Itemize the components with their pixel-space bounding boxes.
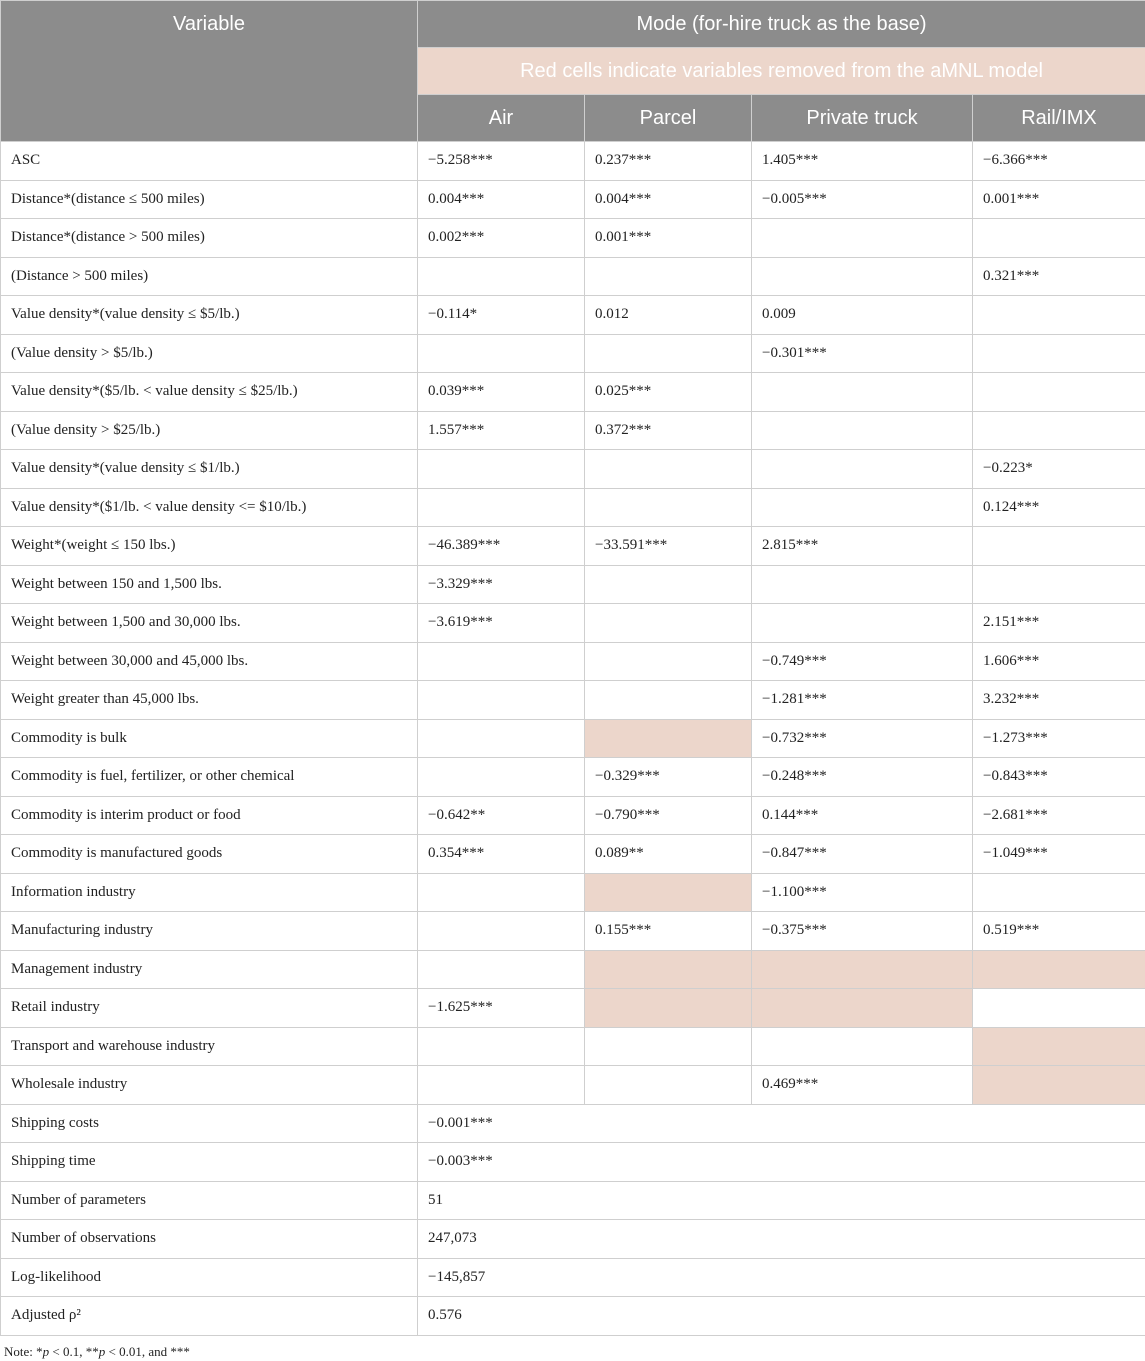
coefficient-cell	[752, 219, 973, 258]
header-variable: Variable	[1, 1, 418, 142]
coefficient-cell: 0.372***	[585, 411, 752, 450]
table-row	[1, 296, 1145, 335]
summary-label: Adjusted ρ²	[1, 1297, 418, 1336]
coefficient-cell	[973, 873, 1145, 912]
coefficient-cell	[585, 989, 752, 1028]
table-row	[1, 950, 1145, 989]
variable-label: Transport and warehouse industry	[1, 1027, 418, 1066]
coefficient-cell: −0.248***	[752, 758, 973, 797]
coefficient-cell: 3.232***	[973, 681, 1145, 720]
coefficient-cell	[585, 565, 752, 604]
coefficient-cell: −0.223*	[973, 450, 1145, 489]
coefficient-cell: −0.749***	[752, 642, 973, 681]
coefficient-cell: −0.790***	[585, 796, 752, 835]
coefficient-cell	[418, 257, 585, 296]
coefficient-cell: −33.591***	[585, 527, 752, 566]
variable-label: Distance*(distance ≤ 500 miles)	[1, 180, 418, 219]
coefficient-cell	[418, 334, 585, 373]
coefficient-cell: −0.732***	[752, 719, 973, 758]
coefficient-cell: −6.366***	[973, 142, 1145, 181]
coefficient-cell	[418, 450, 585, 489]
coefficient-cell	[973, 565, 1145, 604]
table-row	[1, 719, 1145, 758]
coefficient-cell: −0.843***	[973, 758, 1145, 797]
coefficient-cell	[973, 527, 1145, 566]
summary-row	[1, 1297, 1145, 1336]
coefficient-cell: −1.273***	[973, 719, 1145, 758]
coefficient-cell: 0.354***	[418, 835, 585, 874]
coefficient-cell	[418, 1066, 585, 1105]
coefficient-cell	[585, 604, 752, 643]
table-row	[1, 411, 1145, 450]
coefficient-cell	[585, 642, 752, 681]
table-row	[1, 758, 1145, 797]
coefficient-cell	[973, 1066, 1145, 1105]
table-row	[1, 142, 1145, 181]
table-row	[1, 1027, 1145, 1066]
column-header-air: Air	[418, 95, 585, 142]
coefficient-cell	[418, 1027, 585, 1066]
table-row	[1, 180, 1145, 219]
variable-label: Commodity is fuel, fertilizer, or other chemical	[1, 758, 418, 797]
summary-value: −0.003***	[418, 1143, 1145, 1182]
coefficient-cell: 1.606***	[973, 642, 1145, 681]
summary-value: −0.001***	[418, 1104, 1145, 1143]
coefficient-cell	[418, 719, 585, 758]
variable-label: Commodity is interim product or food	[1, 796, 418, 835]
coefficient-cell	[752, 411, 973, 450]
coefficient-cell: 0.155***	[585, 912, 752, 951]
coefficient-cell	[973, 989, 1145, 1028]
coefficient-cell	[752, 950, 973, 989]
summary-value: 51	[418, 1181, 1145, 1220]
coefficient-cell	[418, 912, 585, 951]
coefficient-cell	[418, 681, 585, 720]
variable-label: Value density*($1/lb. < value density <= $10/lb.)	[1, 488, 418, 527]
summary-row	[1, 1258, 1145, 1297]
summary-value: 0.576	[418, 1297, 1145, 1336]
coefficient-cell	[418, 488, 585, 527]
table-row	[1, 912, 1145, 951]
variable-label: (Distance > 500 miles)	[1, 257, 418, 296]
footnote: Note: *p < 0.1, **p < 0.01, and ***	[4, 1344, 190, 1359]
summary-value: −145,857	[418, 1258, 1145, 1297]
coefficient-cell	[973, 1027, 1145, 1066]
coefficient-cell	[752, 257, 973, 296]
coefficient-cell	[973, 334, 1145, 373]
table-row	[1, 873, 1145, 912]
coefficient-cell	[585, 257, 752, 296]
variable-label: Weight between 1,500 and 30,000 lbs.	[1, 604, 418, 643]
coefficient-cell	[418, 758, 585, 797]
coefficient-cell: 1.557***	[418, 411, 585, 450]
coefficient-cell: 0.004***	[585, 180, 752, 219]
variable-label: Weight between 150 and 1,500 lbs.	[1, 565, 418, 604]
variable-label: Value density*($5/lb. < value density ≤ $25/lb.)	[1, 373, 418, 412]
coefficient-cell	[585, 873, 752, 912]
coefficient-cell: −1.281***	[752, 681, 973, 720]
coefficient-cell: −0.642**	[418, 796, 585, 835]
coefficient-cell	[973, 296, 1145, 335]
coefficient-cell: −0.847***	[752, 835, 973, 874]
coefficient-cell	[585, 681, 752, 720]
coefficient-cell: 0.001***	[973, 180, 1145, 219]
coefficient-cell: 0.124***	[973, 488, 1145, 527]
coefficient-cell: 0.321***	[973, 257, 1145, 296]
coefficient-cell: 2.151***	[973, 604, 1145, 643]
coefficient-cell	[585, 1027, 752, 1066]
coefficient-cell: 0.004***	[418, 180, 585, 219]
coefficient-cell: −0.375***	[752, 912, 973, 951]
coefficient-cell: 2.815***	[752, 527, 973, 566]
summary-label: Number of observations	[1, 1220, 418, 1259]
summary-row	[1, 1104, 1145, 1143]
summary-row	[1, 1143, 1145, 1182]
coefficient-cell: 0.469***	[752, 1066, 973, 1105]
header-legend: Red cells indicate variables removed from the aMNL model	[418, 48, 1145, 95]
coefficient-cell: −3.619***	[418, 604, 585, 643]
variable-label: Value density*(value density ≤ $5/lb.)	[1, 296, 418, 335]
coefficient-cell: −3.329***	[418, 565, 585, 604]
coefficient-cell: −0.114*	[418, 296, 585, 335]
header-mode: Mode (for-hire truck as the base)	[418, 1, 1145, 48]
coefficient-cell: 0.001***	[585, 219, 752, 258]
variable-label: Distance*(distance > 500 miles)	[1, 219, 418, 258]
summary-label: Shipping time	[1, 1143, 418, 1182]
coefficient-cell	[973, 373, 1145, 412]
coefficient-cell: 0.089**	[585, 835, 752, 874]
table-row	[1, 219, 1145, 258]
coefficient-cell	[752, 604, 973, 643]
coefficient-cell	[585, 450, 752, 489]
coefficient-cell: −5.258***	[418, 142, 585, 181]
coefficient-cell: 0.025***	[585, 373, 752, 412]
coefficient-cell	[973, 219, 1145, 258]
variable-label: Wholesale industry	[1, 1066, 418, 1105]
table-row	[1, 835, 1145, 874]
coefficient-cell	[752, 1027, 973, 1066]
coefficient-cell	[585, 488, 752, 527]
coefficient-cell	[752, 989, 973, 1028]
column-header-parcel: Parcel	[585, 95, 752, 142]
table-row	[1, 565, 1145, 604]
coefficient-cell: −1.625***	[418, 989, 585, 1028]
summary-label: Number of parameters	[1, 1181, 418, 1220]
table-row	[1, 989, 1145, 1028]
coefficient-cell	[418, 642, 585, 681]
column-header-private-truck: Private truck	[752, 95, 973, 142]
table-body	[1, 142, 1145, 1336]
coefficient-cell: 0.519***	[973, 912, 1145, 951]
coefficient-cell	[752, 450, 973, 489]
variable-label: Weight*(weight ≤ 150 lbs.)	[1, 527, 418, 566]
coefficient-cell	[585, 950, 752, 989]
table-row	[1, 1066, 1145, 1105]
coefficient-cell	[973, 950, 1145, 989]
coefficient-cell	[585, 719, 752, 758]
coefficient-cell: 1.405***	[752, 142, 973, 181]
variable-label: Manufacturing industry	[1, 912, 418, 951]
variable-label: Commodity is manufactured goods	[1, 835, 418, 874]
coefficient-cell	[418, 873, 585, 912]
coefficient-cell: −1.049***	[973, 835, 1145, 874]
coefficient-cell	[973, 411, 1145, 450]
coefficient-cell	[585, 334, 752, 373]
table-row	[1, 334, 1145, 373]
summary-row	[1, 1181, 1145, 1220]
coefficient-cell	[418, 950, 585, 989]
coefficient-cell: 0.009	[752, 296, 973, 335]
variable-label: Retail industry	[1, 989, 418, 1028]
coefficient-cell	[752, 565, 973, 604]
coefficient-cell: −46.389***	[418, 527, 585, 566]
summary-value: 247,073	[418, 1220, 1145, 1259]
coefficient-cell: −0.329***	[585, 758, 752, 797]
summary-label: Shipping costs	[1, 1104, 418, 1143]
table-row	[1, 642, 1145, 681]
summary-label: Log-likelihood	[1, 1258, 418, 1297]
variable-label: Value density*(value density ≤ $1/lb.)	[1, 450, 418, 489]
summary-row	[1, 1220, 1145, 1259]
table-row	[1, 796, 1145, 835]
coefficient-cell: 0.039***	[418, 373, 585, 412]
coefficient-cell: 0.012	[585, 296, 752, 335]
coefficient-cell: 0.144***	[752, 796, 973, 835]
column-header-rail-imx: Rail/IMX	[973, 95, 1145, 142]
variable-label: Commodity is bulk	[1, 719, 418, 758]
table-row	[1, 604, 1145, 643]
table-row	[1, 488, 1145, 527]
coefficient-cell	[752, 373, 973, 412]
table-row	[1, 527, 1145, 566]
variable-label: Information industry	[1, 873, 418, 912]
variable-label: Weight greater than 45,000 lbs.	[1, 681, 418, 720]
coefficient-cell	[585, 1066, 752, 1105]
coefficient-cell	[752, 488, 973, 527]
coefficient-cell: 0.002***	[418, 219, 585, 258]
table-header	[1, 1, 1145, 142]
coefficient-cell: −1.100***	[752, 873, 973, 912]
coefficient-cell: −0.005***	[752, 180, 973, 219]
variable-label: ASC	[1, 142, 418, 181]
table-row	[1, 257, 1145, 296]
coefficient-cell: −2.681***	[973, 796, 1145, 835]
table-row	[1, 450, 1145, 489]
variable-label: Weight between 30,000 and 45,000 lbs.	[1, 642, 418, 681]
variable-label: (Value density > $5/lb.)	[1, 334, 418, 373]
table-row	[1, 681, 1145, 720]
coefficient-cell: −0.301***	[752, 334, 973, 373]
variable-label: Management industry	[1, 950, 418, 989]
table-row	[1, 373, 1145, 412]
coefficient-cell: 0.237***	[585, 142, 752, 181]
variable-label: (Value density > $25/lb.)	[1, 411, 418, 450]
